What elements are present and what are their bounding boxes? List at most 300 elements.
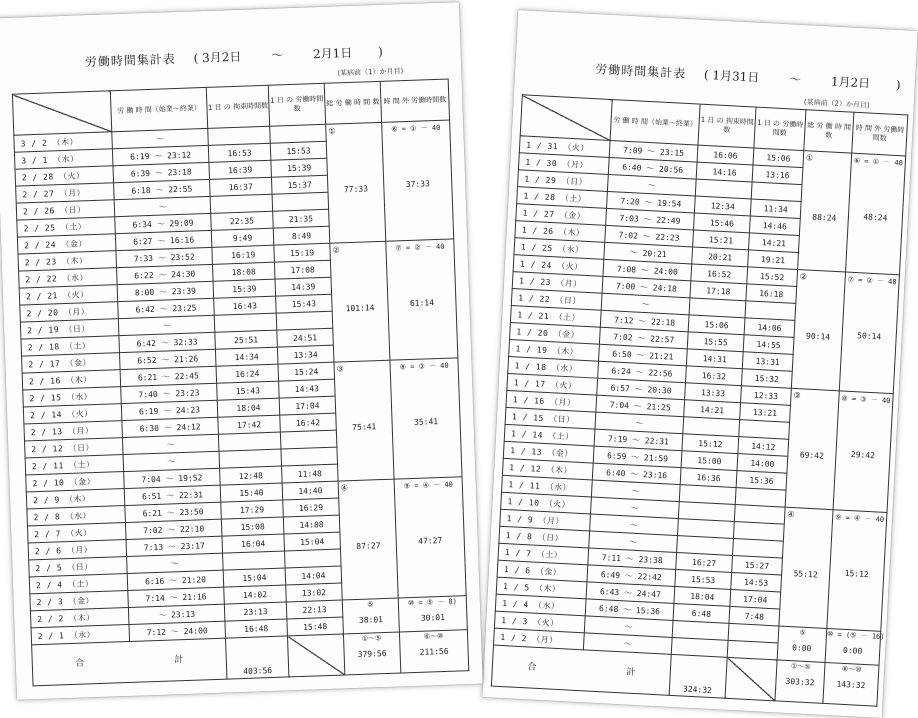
period-separator: ～ bbox=[788, 72, 802, 87]
row-restraint-hours: 16:32 bbox=[685, 366, 742, 386]
row-restraint-hours bbox=[210, 194, 273, 213]
row-work-hours: 22:13 bbox=[286, 600, 343, 619]
row-date: 2 / 13 （月） bbox=[24, 421, 123, 441]
row-work-time: ～ bbox=[590, 514, 679, 536]
week-total-value: 69:42 bbox=[799, 450, 825, 461]
week-overtime bbox=[394, 477, 466, 598]
row-work-time: 6:51 ～ 22:31 bbox=[124, 485, 221, 505]
row-restraint-hours: 16:36 bbox=[680, 468, 737, 488]
row-date: 1 / 2 （月） bbox=[494, 628, 585, 650]
row-date: 1 / 29 （日） bbox=[518, 170, 609, 192]
week-total-work bbox=[326, 122, 386, 243]
row-restraint-hours bbox=[219, 449, 282, 468]
fifth-overtime-value: 30:01 bbox=[420, 612, 446, 623]
week-total-value: 75:41 bbox=[352, 422, 377, 433]
row-work-time: ～ bbox=[122, 434, 219, 454]
row-date: 1 / 23 （月） bbox=[512, 272, 603, 294]
week-overtime bbox=[386, 239, 458, 360]
row-work-hours: 13:16 bbox=[752, 165, 803, 185]
row-date: 3 / 1 （水） bbox=[14, 149, 113, 169]
period-start: 1月31日 bbox=[712, 68, 760, 85]
row-work-time: 7:03 ～ 22:49 bbox=[606, 208, 695, 230]
row-work-time: 6:43 ～ 24:47 bbox=[586, 582, 675, 604]
week-overtime bbox=[839, 272, 899, 394]
row-work-hours: 13:21 bbox=[740, 403, 791, 423]
ot-sum-value: 143:32 bbox=[836, 679, 866, 691]
row-restraint-hours: 15:12 bbox=[682, 434, 739, 454]
row-work-hours: 12:33 bbox=[741, 386, 792, 406]
timesheet-table bbox=[491, 94, 909, 706]
fifth-overtime-formula: ⑩ = (⑤ － 16) bbox=[826, 630, 885, 642]
row-restraint-hours bbox=[214, 313, 277, 332]
week-overtime-formula: ⑥ = ① － 40 bbox=[391, 123, 441, 134]
row-work-time: 6:59 ～ 21:59 bbox=[593, 446, 682, 468]
row-date: 1 / 26 （木） bbox=[515, 221, 606, 243]
totals-blank bbox=[287, 634, 344, 677]
row-work-time: 7:09 ～ 23:15 bbox=[609, 140, 698, 162]
row-work-time: 7:04 ～ 21:25 bbox=[596, 395, 685, 417]
row-work-time: ～ bbox=[118, 315, 215, 335]
row-restraint-hours: 12:48 bbox=[220, 466, 283, 485]
week-overtime-formula: ⑧ = ③ － 40 bbox=[399, 361, 449, 372]
week-label: ② bbox=[332, 245, 340, 255]
row-restraint-hours: 16:39 bbox=[209, 160, 272, 179]
row-date: 2 / 14 （火） bbox=[23, 404, 122, 424]
row-work-hours: 11:48 bbox=[282, 464, 339, 483]
row-restraint-hours bbox=[218, 432, 281, 451]
row-work-time: 7:08 ～ 24:00 bbox=[603, 259, 692, 281]
row-restraint-hours: 12:34 bbox=[694, 196, 751, 216]
period-end: 2月1日 bbox=[312, 45, 353, 62]
row-date: 1 / 31 （火） bbox=[519, 136, 610, 158]
row-date: 2 / 9 （木） bbox=[26, 489, 125, 509]
row-work-time: ～ bbox=[601, 293, 690, 315]
row-work-hours bbox=[280, 430, 337, 449]
ot-sum-value: 211:56 bbox=[419, 646, 449, 657]
fifth-overtime-formula: ⑩ = ⑤ － 8) bbox=[407, 597, 458, 608]
row-work-hours: 14:06 bbox=[744, 318, 795, 338]
row-work-hours: 19:21 bbox=[748, 250, 799, 270]
row-work-time: ～ bbox=[123, 451, 220, 471]
row-work-hours: 13:02 bbox=[286, 583, 343, 602]
week-total-work bbox=[338, 479, 398, 600]
sum-label: ①～⑤ bbox=[361, 634, 382, 643]
row-restraint-hours: 16:06 bbox=[697, 145, 754, 165]
row-work-hours: 14:00 bbox=[737, 454, 788, 474]
header-restraint: 1 日 の 拘束時間数 bbox=[698, 104, 756, 148]
row-work-time: ～ 20:21 bbox=[604, 242, 693, 264]
row-work-time: 6:19 ～ 23:12 bbox=[112, 145, 209, 165]
row-work-time: ～ bbox=[112, 128, 209, 148]
row-work-time: ～ bbox=[584, 616, 673, 638]
row-date: 2 / 8 （水） bbox=[27, 506, 126, 526]
header-overtime: 時 間 外 労働時間数 bbox=[852, 112, 908, 156]
row-work-hours: 15:24 bbox=[278, 362, 335, 381]
row-restraint-hours: 16:37 bbox=[209, 177, 272, 196]
row-date: 1 / 8 （日） bbox=[499, 526, 590, 548]
row-work-hours: 14:08 bbox=[283, 515, 340, 534]
row-restraint-hours: 15:00 bbox=[681, 451, 738, 471]
row-work-time: 7:02 ～ 22:23 bbox=[605, 225, 694, 247]
header-date bbox=[520, 95, 612, 141]
row-restraint-hours: 16:53 bbox=[208, 143, 271, 162]
row-work-time: 6:52 ～ 21:26 bbox=[119, 349, 216, 369]
row-restraint-hours: 17:42 bbox=[218, 415, 281, 434]
row-work-time: 7:02 ～ 22:57 bbox=[599, 327, 688, 349]
row-restraint-hours: 13:33 bbox=[685, 383, 742, 403]
week-label: ④ bbox=[340, 483, 349, 493]
row-date: 2 / 19 （日） bbox=[20, 319, 119, 339]
row-work-time: 6:42 ～ 32:33 bbox=[119, 332, 216, 352]
ot-sum-label: ⑥～⑩ bbox=[423, 632, 444, 641]
row-restraint-hours: 15:06 bbox=[688, 315, 745, 335]
row-work-hours: 11:34 bbox=[750, 199, 801, 219]
row-date: 2 / 28 （火） bbox=[15, 166, 114, 186]
row-work-hours: 15:48 bbox=[287, 617, 344, 636]
totals-label-b: 計 bbox=[626, 667, 636, 678]
week-total-value: 88:24 bbox=[812, 212, 837, 223]
row-work-time: 7:12 ～ 24:00 bbox=[129, 621, 226, 641]
row-work-hours: 16:29 bbox=[283, 498, 340, 517]
row-work-time: 7:11 ～ 23:38 bbox=[588, 548, 677, 570]
fifth-overtime bbox=[825, 629, 885, 666]
row-restraint-hours: 15:39 bbox=[213, 279, 276, 298]
row-restraint-hours: 25:51 bbox=[215, 330, 278, 349]
row-restraint-hours bbox=[223, 551, 286, 570]
week-total-value: 87:27 bbox=[356, 541, 381, 551]
row-work-hours: 15:27 bbox=[732, 555, 783, 575]
row-work-hours: 14:40 bbox=[282, 481, 339, 500]
week-overtime-value: 37:33 bbox=[405, 179, 430, 190]
row-restraint-hours: 9:49 bbox=[211, 228, 274, 247]
row-work-time: 6:18 ～ 22:55 bbox=[114, 179, 211, 199]
sum-value: 379:56 bbox=[357, 649, 387, 660]
row-date: 1 / 4 （水） bbox=[495, 594, 586, 616]
title-text: 労働時間集計表 bbox=[84, 51, 177, 70]
row-restraint-hours: 18:04 bbox=[217, 398, 280, 417]
row-work-time: 7:20 ～ 19:54 bbox=[607, 191, 696, 213]
row-date: 1 / 22 （日） bbox=[511, 289, 602, 311]
week-overtime bbox=[833, 391, 893, 513]
row-date: 2 / 12 （日） bbox=[25, 438, 124, 458]
sheet-title bbox=[595, 60, 901, 93]
row-work-time: 7:00 ～ 24:18 bbox=[602, 276, 691, 298]
sheet-title bbox=[85, 43, 384, 70]
week-total-value: 55:12 bbox=[793, 569, 818, 580]
row-work-hours bbox=[272, 192, 329, 211]
row-work-time: 6:30 ～ 24:12 bbox=[122, 417, 219, 437]
row-work-time: 6:21 ～ 23:50 bbox=[125, 502, 222, 522]
header-work-time: 労 働 時 間（始業～終業） bbox=[110, 87, 207, 131]
header-overtime: 時 間 外 労働時間数 bbox=[380, 79, 449, 122]
row-date: 1 / 3 （火） bbox=[494, 611, 585, 633]
week-label: ① bbox=[328, 126, 336, 136]
row-date: 2 / 25 （土） bbox=[17, 217, 116, 237]
row-date: 1 / 25 （水） bbox=[514, 238, 605, 260]
row-work-hours: 15:32 bbox=[741, 369, 792, 389]
row-restraint-hours: 15:43 bbox=[217, 381, 280, 400]
totals-blank bbox=[725, 657, 777, 701]
row-date: 1 / 24 （火） bbox=[513, 255, 604, 277]
period-end: 1月2日 bbox=[830, 74, 871, 91]
row-date: 2 / 7 （火） bbox=[27, 523, 126, 543]
row-restraint-hours: 14:21 bbox=[684, 400, 741, 420]
sum-total-work bbox=[343, 632, 400, 675]
totals-label bbox=[32, 638, 227, 686]
row-work-hours: 15:37 bbox=[271, 175, 328, 194]
row-work-hours: 7:48 bbox=[729, 606, 780, 626]
row-date: 1 / 11 （水） bbox=[502, 475, 593, 497]
row-work-time: 6:42 ～ 23:25 bbox=[118, 298, 215, 318]
row-work-hours: 8:49 bbox=[273, 226, 330, 245]
week-overtime-formula: ⑨ = ④ － 40 bbox=[403, 480, 453, 491]
week-total-work bbox=[779, 507, 833, 628]
row-restraint-hours: 23:13 bbox=[224, 602, 287, 621]
row-work-time: 7:02 ～ 22:10 bbox=[125, 519, 222, 539]
row-date: 2 / 3 （金） bbox=[30, 590, 129, 610]
row-work-hours: 13:34 bbox=[277, 345, 334, 364]
row-work-time: 6:24 ～ 22:56 bbox=[598, 361, 687, 383]
week-overtime-value: 48:24 bbox=[863, 212, 888, 223]
row-work-hours bbox=[270, 124, 327, 143]
row-work-time: 6:16 ～ 21:20 bbox=[127, 570, 224, 590]
row-restraint-hours: 16:48 bbox=[225, 619, 288, 638]
row-restraint-hours: 20:21 bbox=[692, 247, 749, 267]
row-work-time: 6:40 ～ 20:56 bbox=[608, 157, 697, 179]
grand-total-work: 324:32 bbox=[669, 654, 727, 698]
week-overtime-formula: ⑨ = ④ － 40 bbox=[834, 513, 885, 524]
week-overtime-value: 35:41 bbox=[413, 417, 439, 427]
paren-close: ) bbox=[895, 77, 901, 93]
row-restraint-hours: 18:08 bbox=[212, 262, 275, 281]
row-work-time: ～ bbox=[114, 196, 211, 216]
period-note: (某病前（1）か月目) bbox=[337, 67, 404, 78]
week-overtime-value: 47:27 bbox=[418, 535, 443, 546]
week-overtime bbox=[827, 510, 887, 632]
row-work-time: ～ bbox=[591, 497, 680, 519]
row-restraint-hours: 14:31 bbox=[686, 349, 743, 369]
week-overtime-value: 15:12 bbox=[844, 568, 869, 580]
row-date: 1 / 7 （土） bbox=[498, 543, 589, 565]
row-date: 2 / 11 （土） bbox=[25, 455, 124, 475]
row-work-hours: 16:42 bbox=[280, 413, 337, 432]
header-restraint: 1 日 の 拘束時間数 bbox=[206, 85, 269, 128]
row-work-hours: 14:39 bbox=[275, 277, 332, 296]
row-date: 1 / 6 （金） bbox=[497, 560, 588, 582]
header-work-time: 労 働 時 間（始業～終業） bbox=[610, 100, 700, 146]
week-label: ① bbox=[805, 153, 814, 163]
row-date: 1 / 15 （日） bbox=[505, 407, 596, 429]
row-work-hours bbox=[285, 549, 342, 568]
row-work-hours: 17:04 bbox=[279, 396, 336, 415]
row-work-time: 7:14 ～ 21:16 bbox=[128, 587, 225, 607]
row-work-time: 6:40 ～ 23:16 bbox=[592, 463, 681, 485]
row-work-time: 7:12 ～ 22:18 bbox=[600, 310, 689, 332]
period-start: 3月2日 bbox=[201, 49, 242, 66]
fifth-total-value: 0:00 bbox=[791, 643, 812, 654]
row-work-time: 6:49 ～ 22:42 bbox=[587, 565, 676, 587]
row-work-time: ～ bbox=[127, 553, 224, 573]
totals-label bbox=[491, 645, 671, 695]
row-date: 2 / 24 （金） bbox=[17, 234, 116, 254]
row-date: 1 / 5 （木） bbox=[496, 577, 587, 599]
row-work-time: 6:21 ～ 22:45 bbox=[120, 366, 217, 386]
week-overtime-formula: ⑥ = ① － 40 bbox=[853, 156, 904, 168]
row-work-time: 6:27 ～ 16:16 bbox=[115, 230, 212, 250]
title-text: 労働時間集計表 bbox=[594, 62, 687, 81]
week-overtime-formula: ⑧ = ③ － 40 bbox=[841, 394, 891, 406]
sum-overtime bbox=[399, 630, 468, 673]
row-work-time: ～ bbox=[589, 531, 678, 553]
row-work-hours: 14:21 bbox=[749, 233, 800, 253]
timesheet-table bbox=[12, 78, 469, 686]
row-restraint-hours: 22:35 bbox=[211, 211, 274, 230]
row-date: 2 / 10 （金） bbox=[26, 472, 125, 492]
row-restraint-hours: 15:21 bbox=[693, 230, 750, 250]
row-work-hours: 13:31 bbox=[742, 352, 793, 372]
row-date: 2 / 15 （水） bbox=[23, 387, 122, 407]
row-work-hours: 14:04 bbox=[285, 566, 342, 585]
row-work-hours: 15:36 bbox=[736, 471, 787, 491]
row-work-time: ～ bbox=[607, 174, 696, 196]
row-work-time: 6:48 ～ 15:36 bbox=[585, 599, 674, 621]
row-work-hours: 15:19 bbox=[274, 243, 331, 262]
grand-total-work: 403:56 bbox=[226, 636, 289, 679]
week-overtime-value: 29:42 bbox=[850, 450, 876, 461]
row-work-hours: 24:51 bbox=[277, 328, 334, 347]
week-label: ③ bbox=[793, 390, 801, 401]
period-note: (某病前（2）か月目) bbox=[803, 98, 870, 110]
sum-value: 303:32 bbox=[785, 676, 815, 688]
week-overtime-formula: ⑦ = ② － 40 bbox=[395, 242, 445, 253]
row-work-hours bbox=[276, 311, 333, 330]
fifth-total-value: 38:01 bbox=[358, 615, 384, 625]
row-date: 1 / 18 （水） bbox=[508, 356, 599, 378]
row-work-hours: 17:04 bbox=[730, 589, 781, 609]
row-date: 2 / 6 （月） bbox=[28, 540, 127, 560]
row-work-time: 6:57 ～ 20:30 bbox=[597, 378, 686, 400]
week-total-value: 101:14 bbox=[345, 303, 375, 314]
row-restraint-hours: 17:29 bbox=[221, 500, 284, 519]
fifth-overtime bbox=[398, 596, 467, 632]
row-date: 1 / 12 （木） bbox=[502, 458, 593, 480]
row-work-time: 7:04 ～ 19:52 bbox=[124, 468, 221, 488]
row-date: 3 / 2 （木） bbox=[14, 132, 113, 152]
row-date: 1 / 19 （木） bbox=[509, 339, 600, 361]
row-work-time: 7:19 ～ 22:31 bbox=[594, 429, 683, 451]
paren-close: ) bbox=[377, 44, 383, 59]
sum-label: ①～⑤ bbox=[790, 662, 811, 672]
row-date: 2 / 20 （月） bbox=[20, 302, 119, 322]
row-work-hours: 15:52 bbox=[747, 267, 798, 287]
row-work-hours: 15:53 bbox=[270, 141, 327, 160]
row-date: 2 / 27 （月） bbox=[16, 183, 115, 203]
row-date: 2 / 16 （木） bbox=[22, 370, 121, 390]
row-work-time: 7:13 ～ 23:17 bbox=[126, 536, 223, 556]
fifth-label: ⑤ bbox=[799, 628, 806, 637]
header-total-work: 総 労 働 時 間 数 bbox=[804, 110, 854, 153]
week-total-value: 77:33 bbox=[343, 184, 369, 195]
header-date bbox=[12, 91, 111, 135]
timesheet-page-left bbox=[0, 2, 483, 700]
row-work-time: ～ bbox=[591, 480, 680, 502]
totals-label-b: 計 bbox=[174, 654, 184, 665]
row-work-hours: 14:53 bbox=[731, 572, 782, 592]
row-date: 2 / 26 （日） bbox=[16, 200, 115, 220]
row-date: 1 / 28 （土） bbox=[517, 187, 608, 209]
row-date: 1 / 14 （土） bbox=[504, 424, 595, 446]
paren-open: ( bbox=[193, 51, 199, 66]
row-date: 1 / 10 （火） bbox=[501, 492, 592, 514]
row-work-hours: 17:08 bbox=[274, 260, 331, 279]
row-work-time: 7:33 ～ 23:52 bbox=[116, 247, 213, 267]
week-total-value: 90:14 bbox=[805, 331, 831, 342]
row-date: 1 / 20 （金） bbox=[510, 323, 601, 345]
row-restraint-hours: 15:55 bbox=[687, 332, 744, 352]
row-date: 1 / 27 （金） bbox=[516, 204, 607, 226]
fifth-total-work bbox=[342, 598, 399, 634]
row-restraint-hours: 18:04 bbox=[674, 586, 731, 606]
row-restraint-hours: 17:18 bbox=[690, 281, 747, 301]
row-work-time: 6:34 ～ 29:09 bbox=[115, 213, 212, 233]
period-separator: ～ bbox=[270, 48, 284, 63]
week-label: ② bbox=[799, 272, 808, 282]
row-restraint-hours: 15:53 bbox=[675, 570, 732, 590]
row-work-hours: 14:46 bbox=[749, 216, 800, 236]
week-total-work bbox=[330, 241, 390, 362]
row-work-hours: 15:43 bbox=[276, 294, 333, 313]
totals-label-a: 合 bbox=[75, 658, 85, 669]
week-overtime bbox=[390, 358, 462, 479]
row-date: 1 / 30 （月） bbox=[518, 153, 609, 175]
row-restraint-hours: 14:34 bbox=[215, 347, 278, 366]
row-work-hours: 14:43 bbox=[279, 379, 336, 398]
week-overtime-value: 50:14 bbox=[856, 331, 882, 342]
row-work-time: ～ bbox=[595, 412, 684, 434]
row-restraint-hours: 16:19 bbox=[212, 245, 275, 264]
fifth-total-work bbox=[777, 626, 827, 662]
row-restraint-hours: 15:40 bbox=[220, 483, 283, 502]
header-total-work: 総 労 働 時 間 数 bbox=[324, 81, 381, 124]
row-work-hours: 21:35 bbox=[273, 209, 330, 228]
header-daily-work: 1 日 の 労働時間数 bbox=[754, 107, 806, 151]
header-daily-work: 1 日 の 労働時間数 bbox=[268, 83, 325, 126]
row-date: 1 / 9 （月） bbox=[500, 509, 591, 531]
row-date: 1 / 13 （金） bbox=[503, 441, 594, 463]
sum-overtime bbox=[823, 662, 879, 706]
row-work-time: 6:22 ～ 24:30 bbox=[117, 264, 214, 284]
row-restraint-hours: 14:02 bbox=[224, 585, 287, 604]
week-total-work bbox=[791, 269, 845, 390]
row-restraint-hours: 15:04 bbox=[223, 568, 286, 587]
row-restraint-hours: 15:08 bbox=[221, 517, 284, 536]
row-restraint-hours: 15:46 bbox=[694, 213, 751, 233]
row-work-hours bbox=[281, 447, 338, 466]
row-date: 1 / 17 （火） bbox=[507, 373, 598, 395]
row-work-time: 7:40 ～ 23:23 bbox=[121, 383, 218, 403]
week-label: ④ bbox=[787, 509, 795, 520]
row-date: 1 / 21 （土） bbox=[510, 306, 601, 328]
row-work-time: 6:50 ～ 21:21 bbox=[599, 344, 688, 366]
row-date: 2 / 22 （水） bbox=[19, 268, 118, 288]
sum-total-work bbox=[775, 660, 825, 703]
row-work-time: ～ 23:13 bbox=[128, 604, 225, 624]
row-restraint-hours bbox=[208, 126, 271, 145]
row-date: 1 / 16 （月） bbox=[506, 390, 597, 412]
row-date: 2 / 4 （土） bbox=[29, 574, 128, 594]
row-work-time: 8:00 ～ 23:39 bbox=[117, 281, 214, 301]
row-work-hours: 14:55 bbox=[743, 335, 794, 355]
